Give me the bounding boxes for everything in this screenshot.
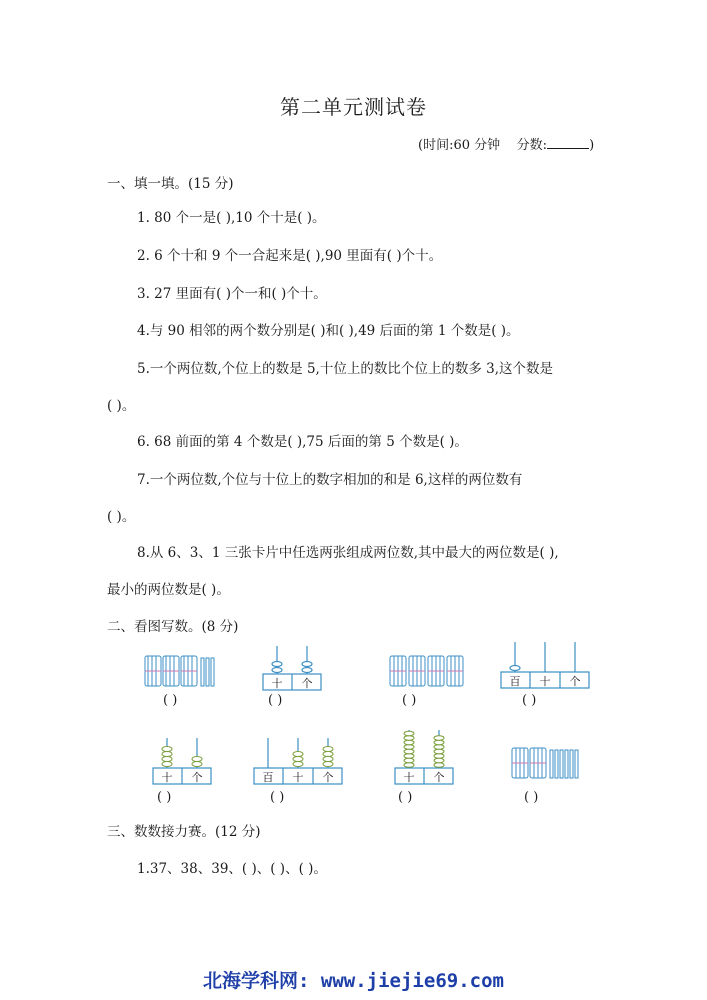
section-2-heading: 二、看图写数。(8 分) bbox=[107, 619, 239, 635]
section-3-heading: 三、数数接力赛。(12 分) bbox=[107, 824, 261, 840]
q1-line-7a: 7.一个两位数,个位与十位上的数字相加的和是 6,这样的两位数有 bbox=[137, 472, 523, 488]
score-label: 分数: bbox=[516, 138, 548, 153]
score-blank bbox=[547, 137, 589, 149]
sticks-bundles-figure-1 bbox=[143, 652, 221, 690]
answer-paren-8: ( ) bbox=[524, 790, 539, 805]
label-ten: 十 bbox=[403, 771, 415, 784]
answer-paren-3: ( ) bbox=[402, 693, 417, 708]
q1-line-7b: ( )。 bbox=[107, 509, 136, 525]
label-one: 个 bbox=[569, 675, 581, 688]
label-one: 个 bbox=[191, 771, 203, 784]
abacus-figure-2 bbox=[261, 644, 325, 692]
label-ten: 十 bbox=[292, 771, 304, 784]
sticks-bundles-figure-3 bbox=[388, 652, 470, 690]
answer-paren-6: ( ) bbox=[270, 790, 285, 805]
abacus-figure-4 bbox=[499, 640, 591, 690]
abacus-figure-6 bbox=[252, 736, 344, 786]
answer-paren-1: ( ) bbox=[163, 693, 178, 708]
label-hundred: 百 bbox=[262, 771, 274, 784]
q1-line-6: 6. 68 前面的第 4 个数是( ),75 后面的第 5 个数是( )。 bbox=[137, 434, 468, 450]
label-ten: 十 bbox=[539, 675, 551, 688]
meta-close: ) bbox=[589, 138, 595, 153]
section-1-heading: 一、填一填。(15 分) bbox=[107, 176, 234, 192]
answer-paren-5: ( ) bbox=[157, 790, 172, 805]
q1-line-5b: ( )。 bbox=[107, 398, 136, 414]
sticks-bundles-figure-8 bbox=[510, 744, 584, 782]
q1-line-1: 1. 80 个一是( ),10 个十是( )。 bbox=[137, 210, 326, 226]
label-one: 个 bbox=[322, 771, 334, 784]
label-one: 个 bbox=[433, 771, 445, 784]
label-hundred: 百 bbox=[509, 675, 521, 688]
exam-meta bbox=[418, 134, 594, 153]
abacus-figure-7 bbox=[393, 728, 457, 786]
q1-line-8b: 最小的两位数是( )。 bbox=[107, 582, 230, 598]
answer-paren-7: ( ) bbox=[398, 790, 413, 805]
abacus-figure-5 bbox=[151, 736, 215, 786]
footer-watermark: 北海学科网: www.jiejie69.com bbox=[203, 970, 504, 992]
q1-line-8a: 8.从 6、3、1 三张卡片中任选两张组成两位数,其中最大的两位数是( ), bbox=[137, 545, 559, 561]
label-ten: 十 bbox=[271, 677, 283, 690]
answer-paren-2: ( ) bbox=[268, 693, 283, 708]
label-one: 个 bbox=[301, 677, 313, 690]
q1-line-4: 4.与 90 相邻的两个数分别是( )和( ),49 后面的第 1 个数是( )。 bbox=[137, 323, 520, 339]
q3-line-1: 1.37、38、39、( )、( )、( )。 bbox=[137, 861, 327, 877]
q1-line-3: 3. 27 里面有( )个一和( )个十。 bbox=[137, 286, 327, 302]
label-ten: 十 bbox=[161, 771, 173, 784]
answer-paren-4: ( ) bbox=[522, 693, 537, 708]
q1-line-5a: 5.一个两位数,个位上的数是 5,十位上的数比个位上的数多 3,这个数是 bbox=[137, 361, 554, 377]
page-title: 第二单元测试卷 bbox=[280, 95, 427, 119]
q1-line-2: 2. 6 个十和 9 个一合起来是( ),90 里面有( )个十。 bbox=[137, 248, 443, 264]
time-limit: (时间:60 分钟 bbox=[418, 138, 501, 153]
